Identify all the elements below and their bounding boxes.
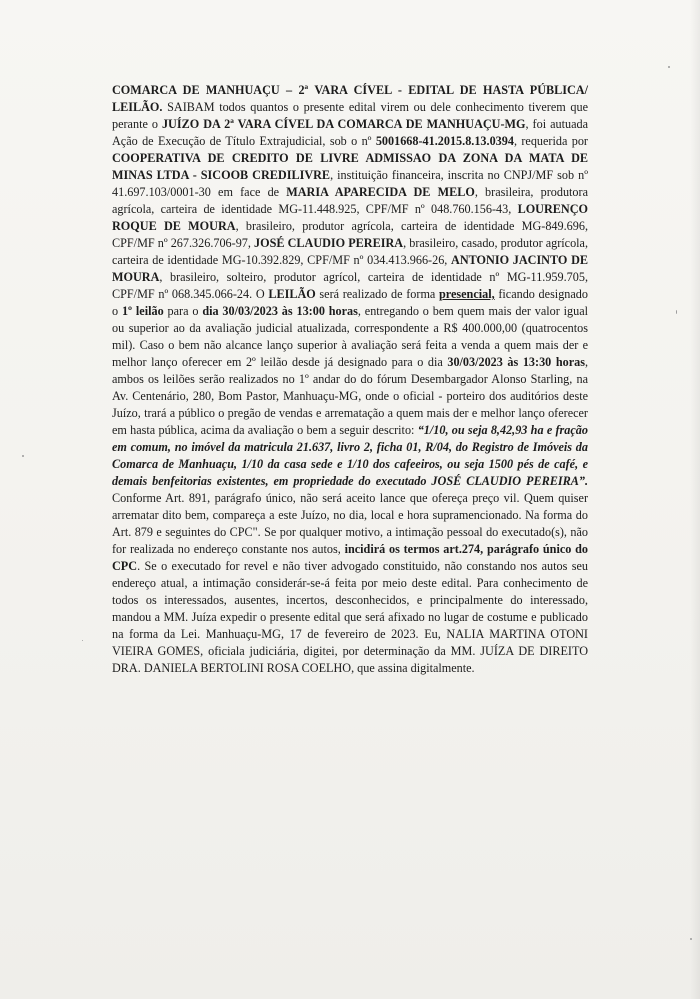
text-run: ficando designado o	[112, 287, 588, 318]
auction-mode: presencial,	[439, 287, 495, 301]
first-auction-label: 1º leilão	[121, 304, 164, 318]
text-run: , entregando o bem quem mais der valor igual ou superior ao da avaliação judicial atualizada, correspondente a R$ 400.000,00 (quatrocentos mil). Caso o bem não alcance lanço superior à avaliação será feita a venda a quem mais der e melhor lanço oferecer em 2º leilão desde já designado para o dia	[112, 304, 589, 369]
scan-speck	[22, 455, 24, 457]
text-run: Conforme Art. 891, parágrafo único, não será aceito lance que ofereça preço vil. Quem quiser arrematar dito bem, compareça a este Juízo, no dia, local e hora supramencionado. Na forma do Art. 879 e seguintes do CPC". Se por qualquer motivo, a intimação pessoal do executado(s), não for realizada no endereço constante nos autos,	[112, 491, 588, 556]
first-auction-date: dia 30/03/2023 às 13:00 horas	[202, 304, 358, 318]
scan-speck	[676, 310, 677, 314]
creditor-name: COOPERATIVA DE CREDITO DE LIVRE ADMISSAO DA ZONA DA MATA DE MINAS LTDA - SICOOB CREDILIVRE	[112, 151, 588, 182]
edital-paragraph	[112, 82, 588, 677]
scan-speck	[668, 66, 670, 68]
edital-heading: COMARCA DE MANHUAÇU – 2ª VARA CÍVEL - EDITAL DE HASTA PÚBLICA/ LEILÃO.	[112, 83, 588, 114]
text-run: , brasileira, produtora agrícola, carteira de identidade MG-11.448.925, CPF/MF nº 048.760.156-43,	[112, 185, 588, 216]
text-run: . Se o executado for revel e não tiver advogado constituido, não constando nos autos seu endereço atual, a intimação considerár-se-á feita por meio deste edital. Para conhecimento de todos os interessados, ausentes, incertos, desconhecidos, e principalmente do interessado, mandou a MM. Juíza expedir o presente edital que será afixado no lugar de costume e publicado na forma da Lei. Manhuaçu-MG, 17 de fevereiro de 2023. Eu, NALIA MARTINA OTONI VIEIRA GOMES, oficiala judiciária, digitei, por determinação da MM. JUÍZA DE DIREITO DRA. DANIELA BERTOLINI ROSA COELHO, que assina digitalmente.	[112, 559, 588, 675]
text-run: , brasileiro, casado, produtor agrícola, carteira de identidade MG-10.392.829, CPF/MF nº 034.413.966-26,	[112, 236, 589, 267]
text-run: , brasileiro, produtor agrícola, carteira de identidade MG-849.696, CPF/MF nº 267.326.706-97,	[112, 219, 588, 250]
text-run: , instituição financeira, inscrita no CNPJ/MF sob nº 41.697.103/0001-30 em face de	[112, 168, 588, 199]
text-run: para o	[163, 304, 203, 318]
scan-speck	[82, 640, 83, 641]
text-run: será realizado de forma	[315, 287, 440, 301]
debtor-name-1: MARIA APARECIDA DE MELO	[286, 185, 475, 199]
court-name: JUÍZO DA 2ª VARA CÍVEL DA COMARCA DE MANHUAÇU-MG	[161, 117, 526, 131]
text-run: , ambos os leilões serão realizados no 1º andar do do fórum Desembargador Alonso Starling, na Av. Centenário, 280, Bom Pastor, Manhuaçu-MG, onde o oficial - porteiro dos auditórios deste Juízo, trará a público o pregão de vendas e arrematação a quem mais der e melhor lanço oferecer em hasta pública, acima da avaliação o bem a seguir descrito:	[112, 355, 588, 437]
second-auction-date: 30/03/2023 às 13:30 horas	[447, 355, 585, 369]
asset-description: “1/10, ou seja 8,42,93 ha e fração em comum, no imóvel da matricula 21.637, livro 2, ficha 01, R/04, do Registro de Imóveis da Comarca de Manhuaçu, 1/10 da casa sede e 1/10 dos cafeeiros, ou seja 1500 pés de café, e demais benfeitorias existentes, em propriedade do executado JOSÉ CLAUDIO PEREIRA”.	[112, 423, 588, 488]
text-run: , brasileiro, solteiro, produtor agrícol, carteira de identidade nº MG-11.959.705, CPF/MF nº 068.345.066-24. O	[112, 270, 588, 301]
text-run: , requerida por	[513, 134, 588, 148]
debtor-name-2: LOURENÇO ROQUE DE MOURA	[112, 202, 588, 233]
text-run: SAIBAM todos quantos o presente edital virem ou dele conhecimento tiverem que perante o	[112, 100, 588, 131]
debtor-name-3: JOSÉ CLAUDIO PEREIRA	[254, 236, 404, 250]
text-run: , foi autuada Ação de Execução de Título Extrajudicial, sob o nº	[112, 117, 588, 148]
case-number: 5001668-41.2015.8.13.0394	[375, 134, 514, 148]
edital-body	[112, 82, 588, 677]
scan-edge-shadow	[690, 0, 700, 999]
legal-reference: incidirá os termos art.274, parágrafo único do CPC	[112, 542, 588, 573]
debtor-name-4: ANTONIO JACINTO DE MOURA	[112, 253, 588, 284]
auction-label: LEILÃO	[268, 287, 316, 301]
